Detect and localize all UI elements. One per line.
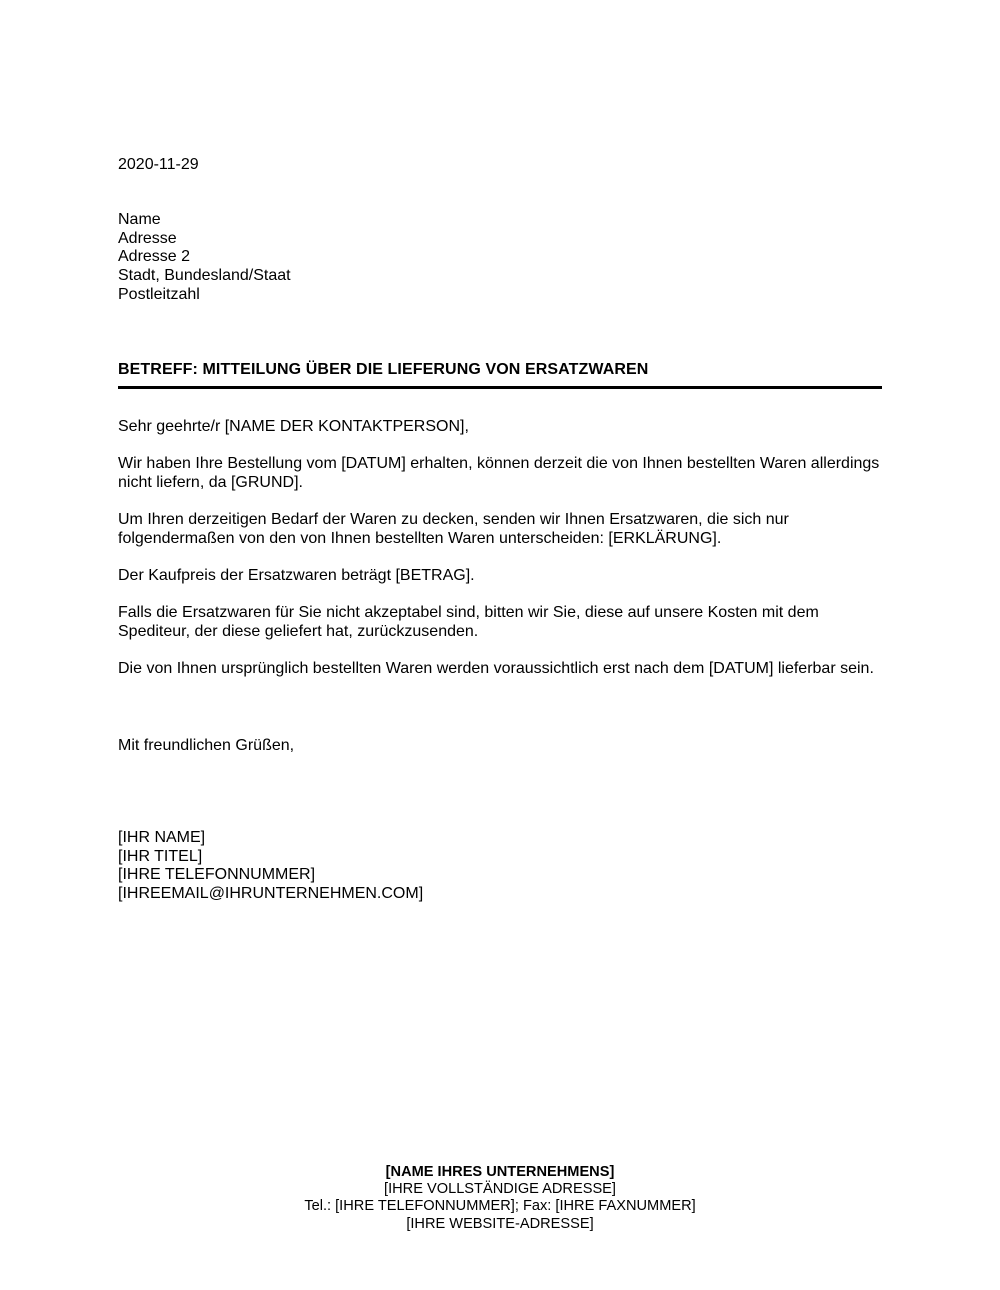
letter-body — [118, 417, 888, 696]
body-paragraph: Wir haben Ihre Bestellung vom [DATUM] erhalten, können derzeit die von Ihnen bestellten Waren allerdings nicht liefern, da [GRUND]. — [118, 455, 880, 491]
recipient-city-state: Stadt, Bundesland/Staat — [118, 267, 291, 285]
footer-company-name: [NAME IHRES UNTERNEHMENS] — [385, 1164, 615, 1180]
body-paragraph: Um Ihren derzeitigen Bedarf der Waren zu decken, senden wir Ihnen Ersatzwaren, die sich nur folgendermaßen von den von Ihnen bestellten Waren unterscheiden: [ERKLÄRUNG]. — [118, 511, 789, 547]
sender-email: [IHREEMAIL@IHRUNTERNEHMEN.COM] — [118, 885, 424, 903]
body-paragraph: Die von Ihnen ursprünglich bestellten Waren werden voraussichtlich erst nach dem [DATUM] lieferbar sein. — [118, 660, 874, 677]
letter-date: 2020-11-29 — [118, 156, 199, 173]
subject-line: BETREFF: MITTEILUNG ÜBER DIE LIEFERUNG VON ERSATZWAREN — [118, 361, 649, 378]
body-paragraph: Der Kaufpreis der Ersatzwaren beträgt [BETRAG]. — [118, 567, 475, 584]
closing: Mit freundlichen Grüßen, — [118, 737, 295, 754]
recipient-address-block — [118, 211, 291, 305]
recipient-address-line-2: Adresse 2 — [118, 248, 191, 266]
recipient-name: Name — [118, 211, 161, 228]
sender-name: [IHR NAME] — [118, 829, 206, 846]
footer-website: [IHRE WEBSITE-ADRESSE] — [406, 1215, 594, 1232]
subject-divider — [118, 386, 882, 389]
recipient-address-line-1: Adresse — [118, 229, 177, 247]
body-paragraph: Falls die Ersatzwaren für Sie nicht akzeptabel sind, bitten wir Sie, diese auf unsere Kosten mit dem Spediteur, der diese geliefert hat, zurückzusenden. — [118, 604, 819, 640]
footer-contact: Tel.: [IHRE TELEFONNUMMER]; Fax: [IHRE FAXNUMMER] — [304, 1198, 696, 1215]
salutation: Sehr geehrte/r [NAME DER KONTAKTPERSON], — [118, 418, 469, 435]
signature-block — [118, 829, 423, 904]
footer-address: [IHRE VOLLSTÄNDIGE ADRESSE] — [384, 1181, 616, 1198]
sender-title: [IHR TITEL] — [118, 847, 203, 865]
sender-phone: [IHRE TELEFONNUMMER] — [118, 866, 316, 884]
letter-footer — [0, 1164, 1000, 1233]
recipient-postal-code: Postleitzahl — [118, 285, 200, 303]
